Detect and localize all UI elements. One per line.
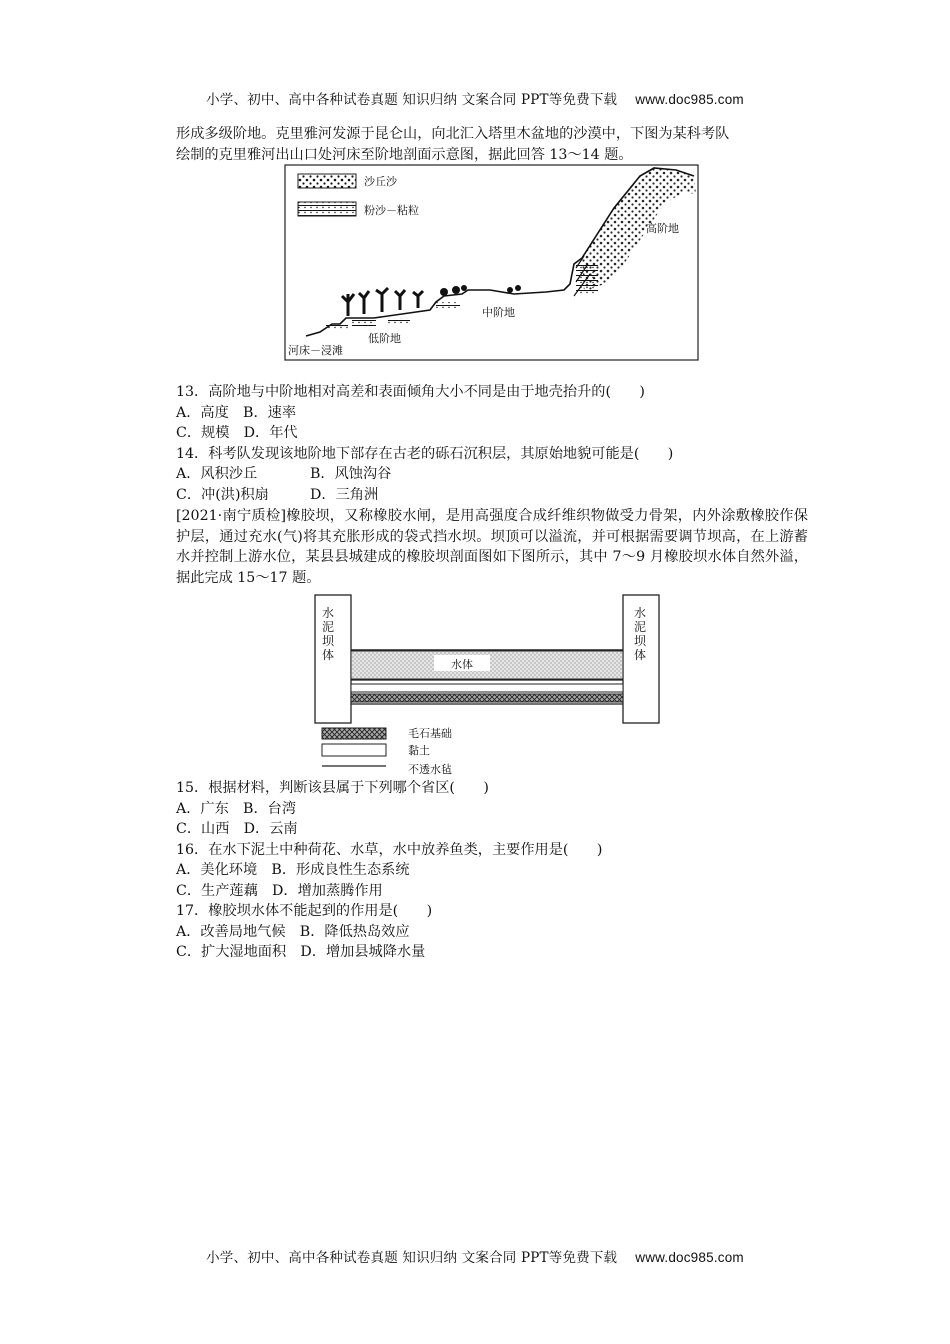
legend-stone-label: 毛石基础 bbox=[408, 727, 452, 740]
stone-foundation-layer bbox=[351, 694, 623, 702]
legend-stone-swatch bbox=[322, 728, 386, 739]
q17-options-row2 bbox=[176, 942, 808, 963]
intro1-line2: 绘制的克里雅河出山口处河床至阶地剖面示意图，据此回答 13～14 题。 bbox=[176, 146, 633, 163]
q15-options-row1 bbox=[176, 799, 808, 820]
rubber-dam-figure bbox=[312, 592, 664, 778]
q16-option-a[interactable]: A．美化环境 bbox=[176, 862, 258, 878]
left-wall-vertical-label bbox=[322, 606, 338, 662]
label-high-terrace: 高阶地 bbox=[646, 222, 679, 235]
header-text: 小学、初中、高中各种试卷真题 知识归纳 文案合同 PPT等免费下载 bbox=[206, 92, 618, 108]
intro-paragraph-2 bbox=[176, 506, 808, 588]
footer-site: www.doc985.com bbox=[635, 1250, 744, 1265]
q15-stem: 15．根据材料，判断该县属于下列哪个省区( ) bbox=[176, 780, 489, 796]
q15-option-d[interactable]: D．云南 bbox=[243, 821, 298, 837]
q13-option-b[interactable]: B．速率 bbox=[243, 404, 297, 421]
left-wall-text: 水泥坝体 bbox=[322, 606, 335, 662]
right-wall-text: 水泥坝体 bbox=[634, 606, 647, 662]
legend-membrane-label: 不透水毡 bbox=[408, 763, 452, 776]
clay-layer bbox=[351, 684, 623, 692]
page-header bbox=[0, 88, 950, 108]
page-footer bbox=[0, 1246, 950, 1266]
q17-option-a[interactable]: A．改善局地气候 bbox=[176, 923, 286, 940]
label-riverbed: 河床－浸滩 bbox=[288, 344, 343, 357]
q14-option-b[interactable]: B．风蚀沟谷 bbox=[310, 466, 392, 482]
q16-options-row1 bbox=[176, 860, 808, 881]
q13-options-row2 bbox=[176, 423, 808, 444]
legend-silt-swatch bbox=[298, 202, 356, 216]
q14-option-d[interactable]: D．三角洲 bbox=[310, 486, 379, 503]
legend-dune-label: 沙丘沙 bbox=[364, 175, 397, 188]
q15-option-a[interactable]: A．广东 bbox=[176, 800, 229, 817]
q14-options-row2 bbox=[176, 485, 808, 506]
q14-options-row1 bbox=[176, 464, 808, 485]
q17-stem: 17．橡胶坝水体不能起到的作用是( ) bbox=[176, 903, 433, 919]
label-low-terrace: 低阶地 bbox=[368, 332, 401, 345]
label-mid-terrace: 中阶地 bbox=[482, 306, 515, 319]
q14-option-c[interactable]: C．冲(洪)积扇 bbox=[176, 486, 269, 503]
q17-option-d[interactable]: D．增加县城降水量 bbox=[300, 944, 426, 960]
footer-text: 小学、初中、高中各种试卷真题 知识归纳 文案合同 PPT等免费下载 bbox=[206, 1250, 618, 1266]
q15-option-c[interactable]: C．山西 bbox=[176, 821, 230, 837]
q16-option-b[interactable]: B．形成良性生态系统 bbox=[271, 862, 410, 878]
intro2-text: [2021·南宁质检]橡胶坝，又称橡胶水闸，是用高强度合成纤维织物做受力骨架，内外涂敷橡胶作保护层，通过充水(气)将其充胀形成的袋式挡水坝。坝顶可以溢流，并可根据需要调节坝高，在上游蓄水并控制上游水位，某县县城建成的橡胶坝剖面图如下图所示，其中 7～9 月橡胶坝水体自然外溢，据此完成 15～17 题。 bbox=[176, 508, 808, 586]
q16-option-d[interactable]: D．增加蒸腾作用 bbox=[272, 882, 383, 899]
questions-15-17 bbox=[176, 778, 808, 963]
legend-clay-swatch bbox=[322, 744, 386, 756]
q14-stem: 14．科考队发现该地阶地下部存在古老的砾石沉积层，其原始地貌可能是( ) bbox=[176, 445, 674, 462]
terrace-profile-figure bbox=[284, 164, 700, 362]
legend-dune-swatch bbox=[298, 174, 356, 188]
q17-option-c[interactable]: C．扩大湿地面积 bbox=[176, 944, 287, 960]
q16-stem: 16．在水下泥土中种荷花、水草，水中放养鱼类，主要作用是( ) bbox=[176, 841, 603, 858]
q13-options-row1 bbox=[176, 403, 808, 424]
q15-option-b[interactable]: B．台湾 bbox=[243, 800, 297, 817]
intro1-line1: 形成多级阶地。克里雅河发源于昆仑山，向北汇入塔里木盆地的沙漠中，下图为某科考队 bbox=[176, 126, 730, 142]
q15-options-row2 bbox=[176, 819, 808, 840]
q17-option-b[interactable]: B．降低热岛效应 bbox=[299, 923, 410, 940]
q17-options-row1 bbox=[176, 922, 808, 943]
header-site: www.doc985.com bbox=[635, 92, 744, 107]
questions-13-14 bbox=[176, 382, 808, 505]
q13-option-d[interactable]: D．年代 bbox=[243, 425, 298, 441]
q13-stem: 13．高阶地与中阶地相对高差和表面倾角大小不同是由于地壳抬升的( ) bbox=[176, 384, 645, 400]
q16-option-c[interactable]: C．生产莲藕 bbox=[176, 882, 258, 899]
q13-option-a[interactable]: A．高度 bbox=[176, 404, 229, 421]
q16-options-row2 bbox=[176, 881, 808, 902]
legend-silt-label: 粉沙－粘粒 bbox=[364, 204, 419, 217]
intro-paragraph-1 bbox=[176, 124, 808, 165]
q14-option-a[interactable]: A．风积沙丘 bbox=[176, 466, 258, 482]
water-label: 水体 bbox=[451, 658, 473, 671]
legend-clay-label: 黏土 bbox=[408, 744, 430, 757]
right-wall-vertical-label bbox=[634, 606, 650, 662]
q13-option-c[interactable]: C．规模 bbox=[176, 425, 230, 441]
